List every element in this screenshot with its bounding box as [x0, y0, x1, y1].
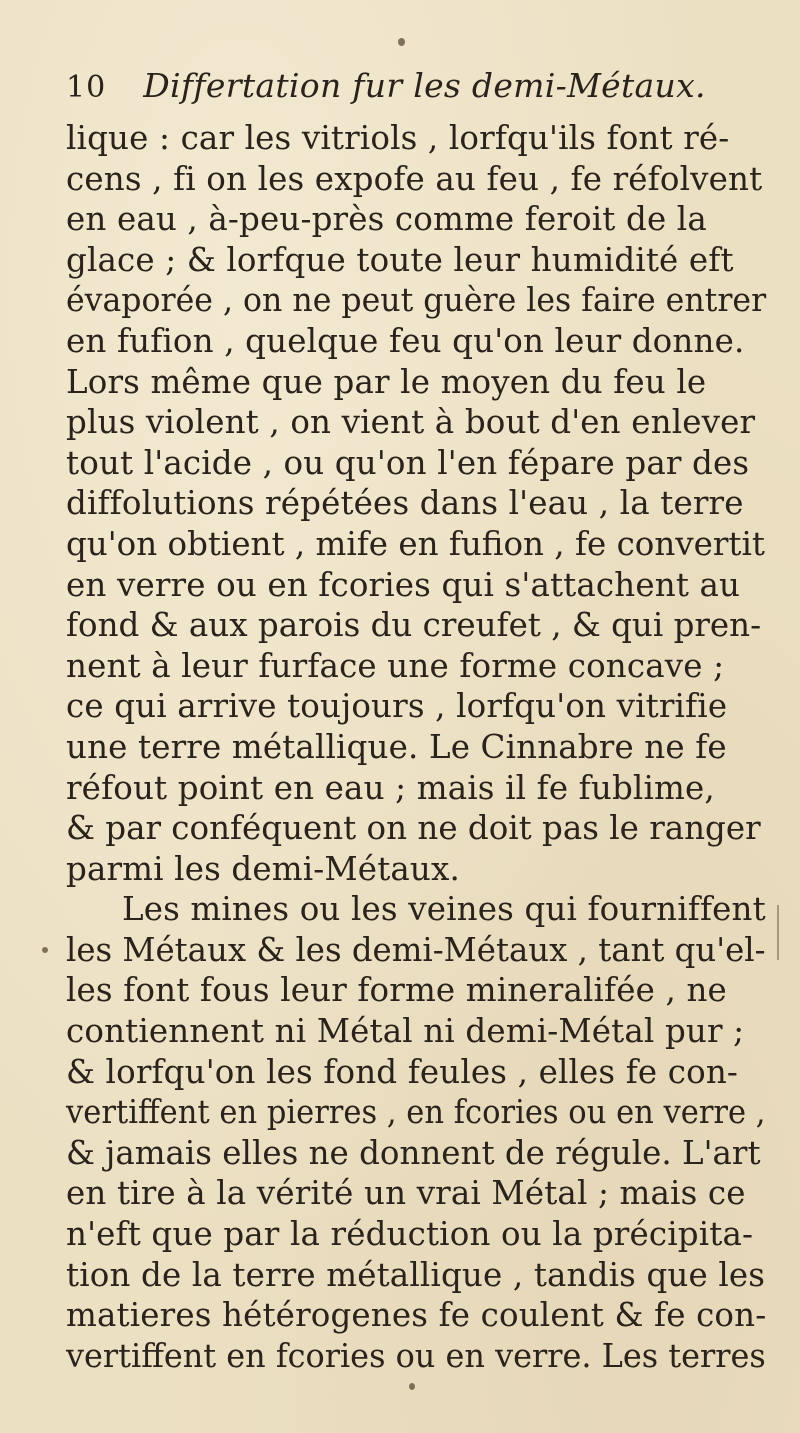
text-line: les font fous leur forme mineralifée , ne	[66, 971, 727, 1010]
running-title: Differtation fur les demi-Métaux.	[143, 66, 706, 105]
text-line: tion de la terre métallique , tandis que les	[66, 1255, 766, 1294]
page-header	[66, 66, 756, 110]
text-line: plus violent , on vient à bout d'en enlever	[66, 403, 756, 442]
page-number: 10	[66, 70, 107, 105]
text-line: cens , fi on les expofe au feu , fe réfolvent	[66, 159, 763, 198]
text-line: contiennent ni Métal ni demi-Métal pur ;	[66, 1012, 745, 1051]
text-line: & par conféquent on ne doit pas le ranger	[66, 809, 761, 848]
text-line: en verre ou en fcories qui s'attachent au	[66, 565, 741, 604]
text-line: matieres hétérogenes fe coulent & fe con-	[66, 1296, 767, 1335]
text-line: vertiffent en pierres , en fcories ou en verre ,	[66, 1093, 766, 1132]
text-line: réfout point en eau ; mais il fe fublime,	[66, 768, 715, 807]
text-line: en tire à la vérité un vrai Métal ; mais ce	[66, 1174, 746, 1213]
text-line: en eau , à-peu-près comme feroit de la	[66, 200, 707, 239]
body-text	[66, 118, 766, 1376]
text-line: ce qui arrive toujours , lorfqu'on vitrifie	[66, 687, 728, 726]
text-line: Lors même que par le moyen du feu le	[66, 362, 707, 401]
text-line: diffolutions répétées dans l'eau , la terre	[66, 484, 744, 523]
text-line: vertiffent en fcories ou en verre. Les terres	[66, 1336, 766, 1375]
text-line: évaporée , on ne peut guère les faire entrer	[66, 281, 767, 320]
text-line: & jamais elles ne donnent de régule. L'art	[66, 1133, 761, 1172]
text-line: nent à leur furface une forme concave ;	[66, 646, 725, 685]
margin-bleed-mark	[777, 905, 779, 960]
text-line: glace ; & lorfque toute leur humidité eft	[66, 240, 734, 279]
text-line: qu'on obtient , mife en fufion , fe convertit	[66, 524, 765, 563]
ink-speck-top	[398, 38, 405, 46]
text-line: fond & aux parois du creufet , & qui pren-	[66, 606, 762, 645]
text-line: lique : car les vitriols , lorfqu'ils font ré-	[66, 119, 730, 157]
paragraph-start-line: Les mines ou les veines qui fourniffent	[122, 890, 766, 929]
text-line: tout l'acide , ou qu'on l'en fépare par des	[66, 443, 750, 482]
text-line: parmi les demi-Métaux.	[66, 849, 460, 888]
ink-speck-margin	[42, 947, 48, 953]
ink-speck-bottom	[409, 1383, 415, 1390]
text-line: en fufion , quelque feu qu'on leur donne.	[66, 321, 745, 360]
text-line: une terre métallique. Le Cinnabre ne fe	[66, 727, 727, 766]
text-line: & lorfqu'on les fond feules , elles fe con-	[66, 1052, 739, 1091]
text-line: les Métaux & les demi-Métaux , tant qu'el-	[66, 930, 766, 969]
text-line: n'eft que par la réduction ou la précipita-	[66, 1215, 754, 1254]
